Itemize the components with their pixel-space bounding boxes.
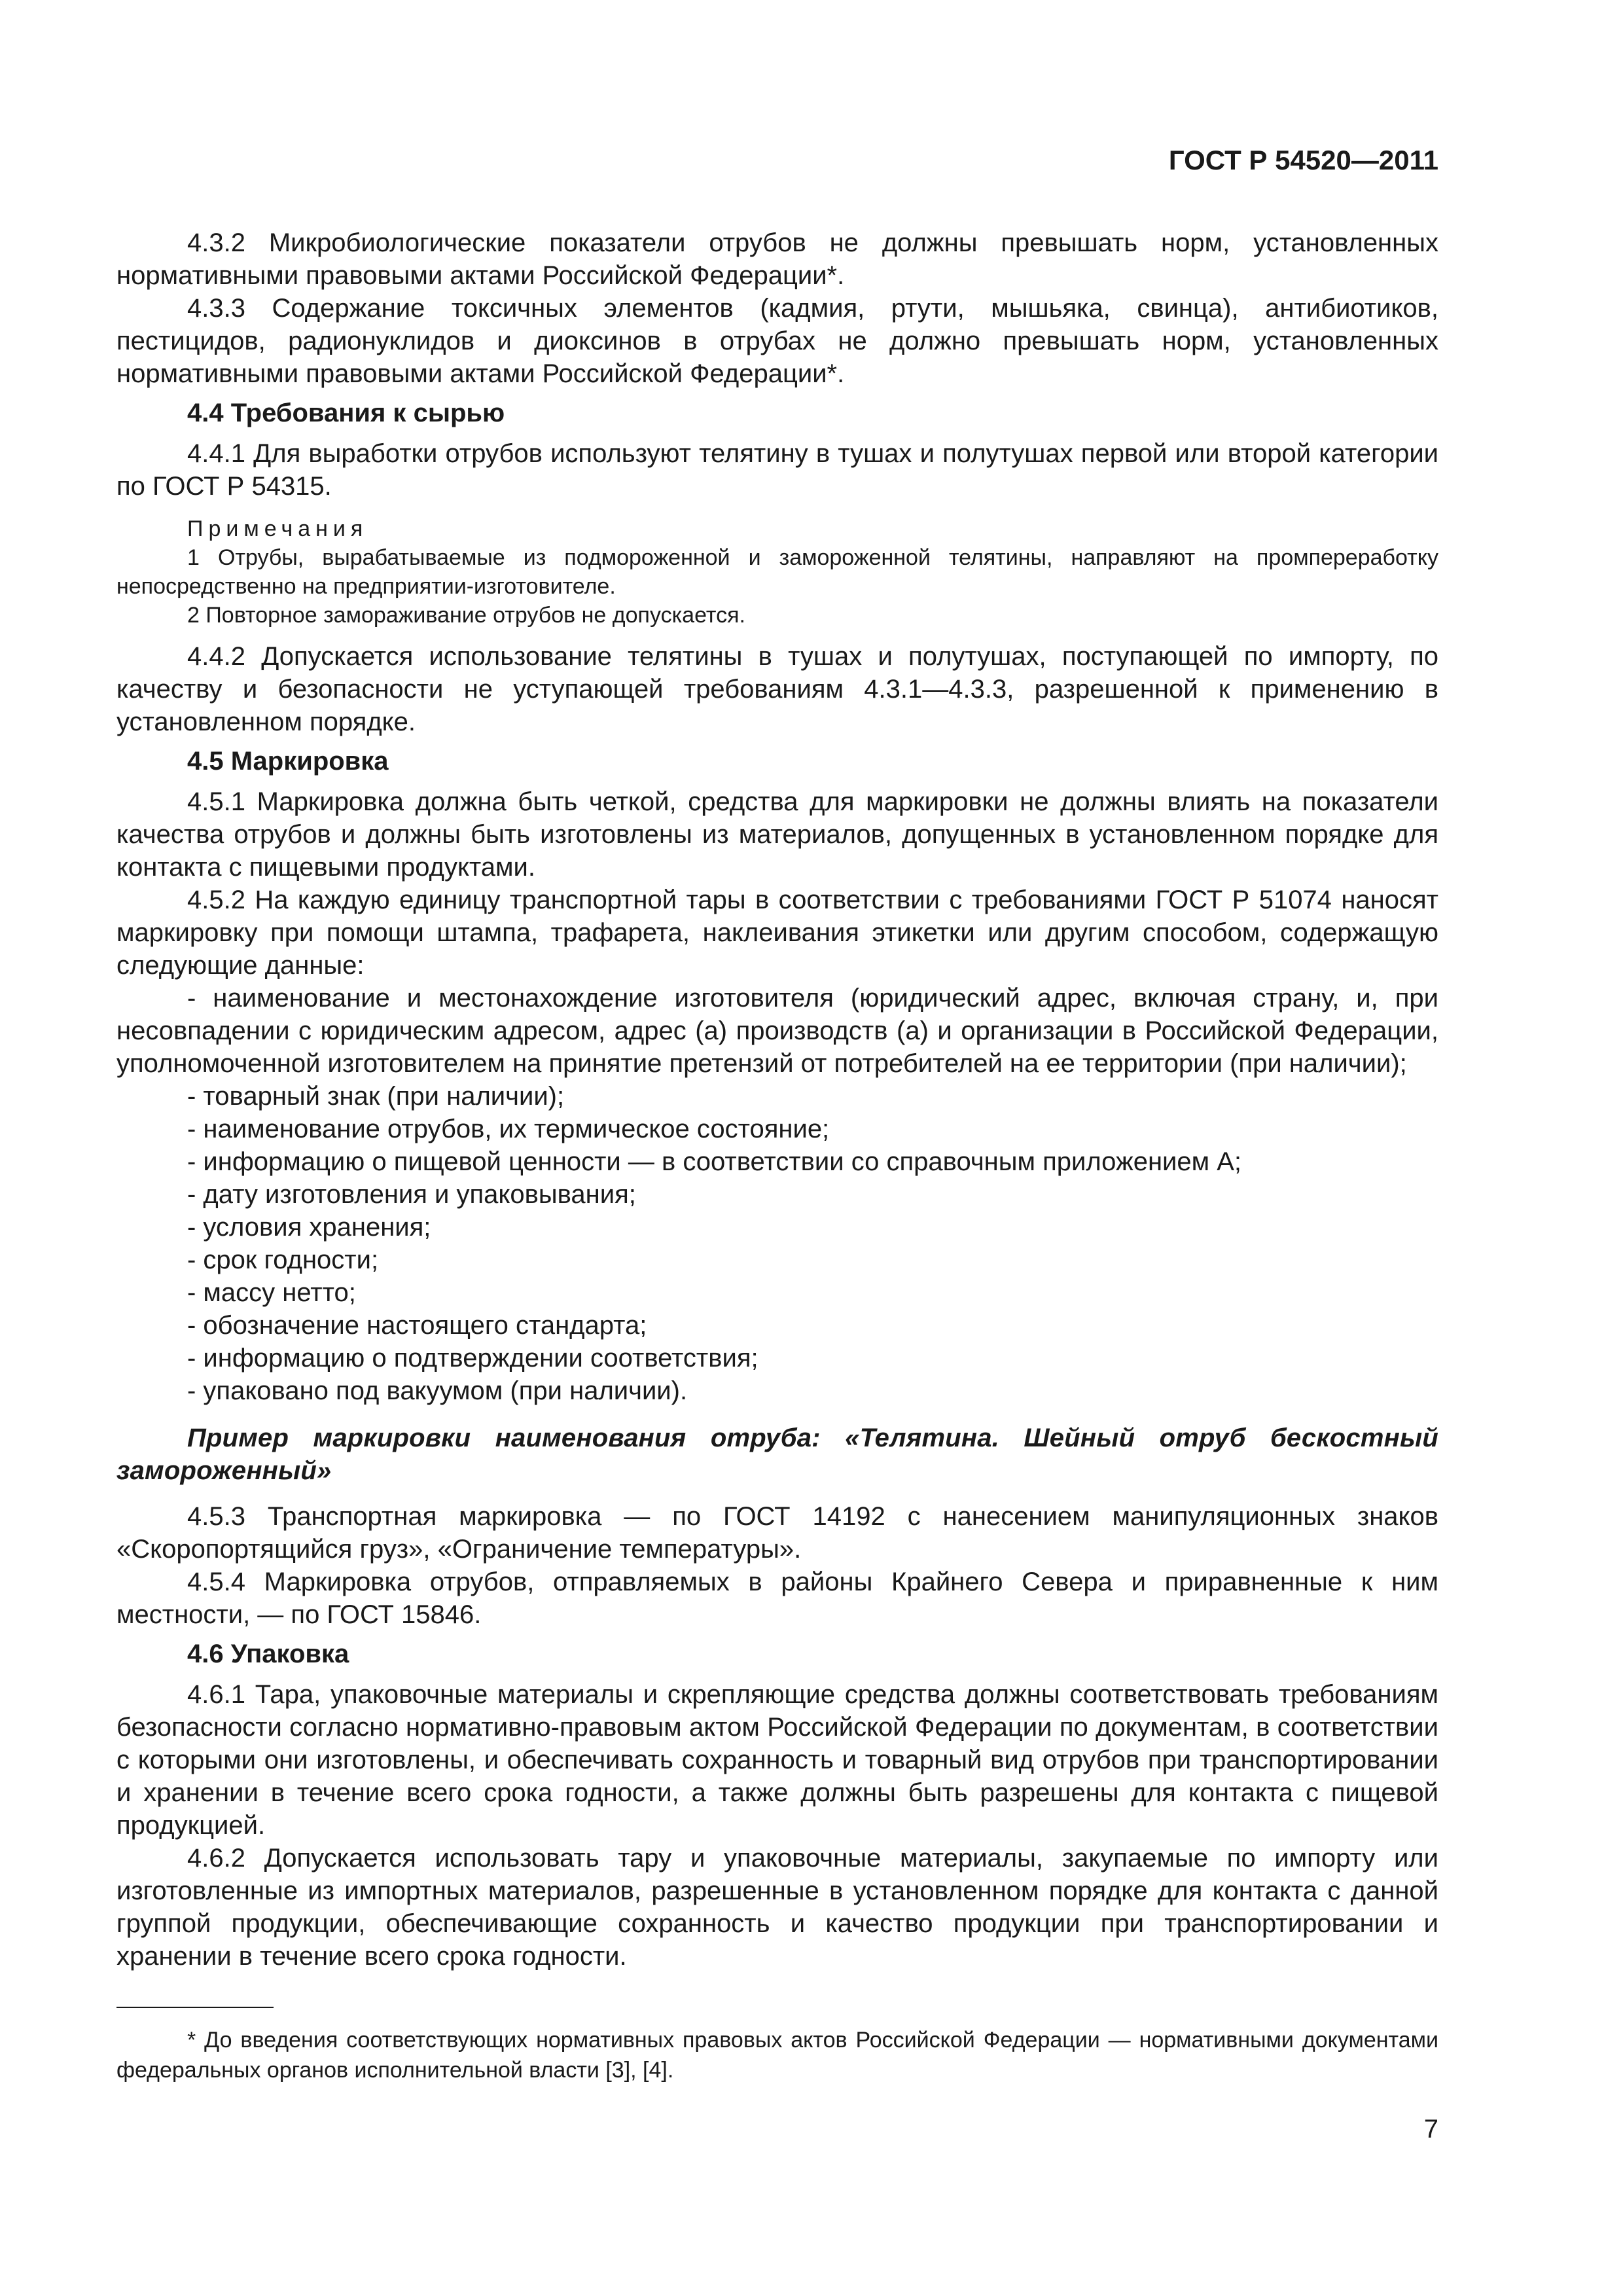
list-item: - наименование и местонахождение изготовителя (юридический адрес, включая страну, и, при несовпадении с юридическим адресом, адрес (а) производств (а) и организации в Российской Федерации, уполномоченной изготовителем на принятие претензий от потребителей на ее территории (при наличии); [116, 984, 1438, 1078]
paragraph-4-5-1: 4.5.1 Маркировка должна быть четкой, средства для маркировки не должны влиять на показатели качества отрубов и должны быть изготовлены из материалов, допущенных в установленном порядке для контакта с пищевыми продуктами. [116, 787, 1438, 882]
paragraph-4-4-2: 4.4.2 Допускается использование телятины в тушах и полутушах, поступающей по импорту, по качеству и безопасности не уступающей требованиям 4.3.1—4.3.3, разрешенной к применению в установленном порядке. [116, 642, 1438, 736]
list-item: - дату изготовления и упаковывания; [187, 1180, 636, 1209]
paragraph-4-6-2: 4.6.2 Допускается использовать тару и упаковочные материалы, закупаемые по импорту или изготовленные из импортных материалов, разрешенные в установленном порядке для контакта с данной группой продукции, обеспечивающие сохранность и качество продукции при транспортировании и хранении в течение всего срока годности. [116, 1844, 1438, 1971]
paragraph-4-6-1: 4.6.1 Тара, упаковочные материалы и скрепляющие средства должны соответствовать требованиям безопасности согласно нормативно-правовым актом Российской Федерации по документам, в соответствии с которыми они изготовлены, и обеспечивать сохранность и товарный вид отрубов при транспортировании и хранении в течение всего срока годности, а также должны быть разрешены для контакта с пищевой продукцией. [116, 1680, 1438, 1840]
paragraph-4-5-4: 4.5.4 Маркировка отрубов, отправляемых в районы Крайнего Севера и приравненные к ним местности, — по ГОСТ 15846. [116, 1568, 1438, 1629]
list-item: - массу нетто; [187, 1278, 356, 1307]
paragraph-4-5-2: 4.5.2 На каждую единицу транспортной тары в соответствии с требованиями ГОСТ Р 51074 наносят маркировку при помощи штампа, трафарета, наклеивания этикетки или другим способом, содержащую следующие данные: [116, 886, 1438, 980]
document-body [116, 226, 1438, 1973]
paragraph-4-4-1: 4.4.1 Для выработки отрубов используют телятину в тушах и полутушах первой или второй категории по ГОСТ Р 54315. [116, 439, 1438, 501]
list-item: - товарный знак (при наличии); [187, 1082, 565, 1111]
page-number: 7 [1423, 2115, 1438, 2144]
section-heading-4-4: 4.4 Требования к сырью [187, 399, 505, 427]
list-item: - наименование отрубов, их термическое состояние; [187, 1115, 830, 1143]
paragraph-4-3-3: 4.3.3 Содержание токсичных элементов (кадмия, ртути, мышьяка, свинца), антибиотиков, пестицидов, радионуклидов и диоксинов в отрубах не должно превышать норм, установленных нормативными правовыми актами Российской Федерации*. [116, 294, 1438, 388]
marking-example: Пример маркировки наименования отруба: «Телятина. Шейный отруб бескостный замороженный» [116, 1424, 1438, 1485]
notes-title: Примечания [187, 516, 368, 541]
marking-data-list [116, 982, 1438, 1407]
list-item: - упаковано под вакуумом (при наличии). [187, 1376, 688, 1405]
note-1: 1 Отрубы, вырабатываемые из подмороженной и замороженной телятины, направляют на промпереработку непосредственно на предприятии-изготовителе. [116, 545, 1438, 599]
section-heading-4-5: 4.5 Маркировка [187, 747, 389, 776]
paragraph-4-3-2: 4.3.2 Микробиологические показатели отрубов не должны превышать норм, установленных нормативными правовыми актами Российской Федерации*. [116, 228, 1438, 290]
list-item: - обозначение настоящего стандарта; [187, 1311, 647, 1340]
list-item: - информацию о пищевой ценности — в соответствии со справочным приложением А; [187, 1147, 1242, 1176]
note-2: 2 Повторное замораживание отрубов не допускается. [187, 603, 745, 628]
list-item: - срок годности; [187, 1246, 379, 1274]
paragraph-4-5-3: 4.5.3 Транспортная маркировка — по ГОСТ 14192 с нанесением манипуляционных знаков «Скоропортящийся груз», «Ограничение температуры». [116, 1502, 1438, 1564]
list-item: - информацию о подтверждении соответствия; [187, 1344, 758, 1372]
section-heading-4-6: 4.6 Упаковка [187, 1640, 349, 1668]
footnote-divider [116, 2007, 274, 2008]
document-header: ГОСТ Р 54520—2011 [1168, 145, 1438, 175]
list-item: - условия хранения; [187, 1213, 431, 1242]
footnote: * До введения соответствующих нормативных правовых актов Российской Федерации — нормативными документами федеральных органов исполнительной власти [3], [4]. [116, 2028, 1438, 2083]
